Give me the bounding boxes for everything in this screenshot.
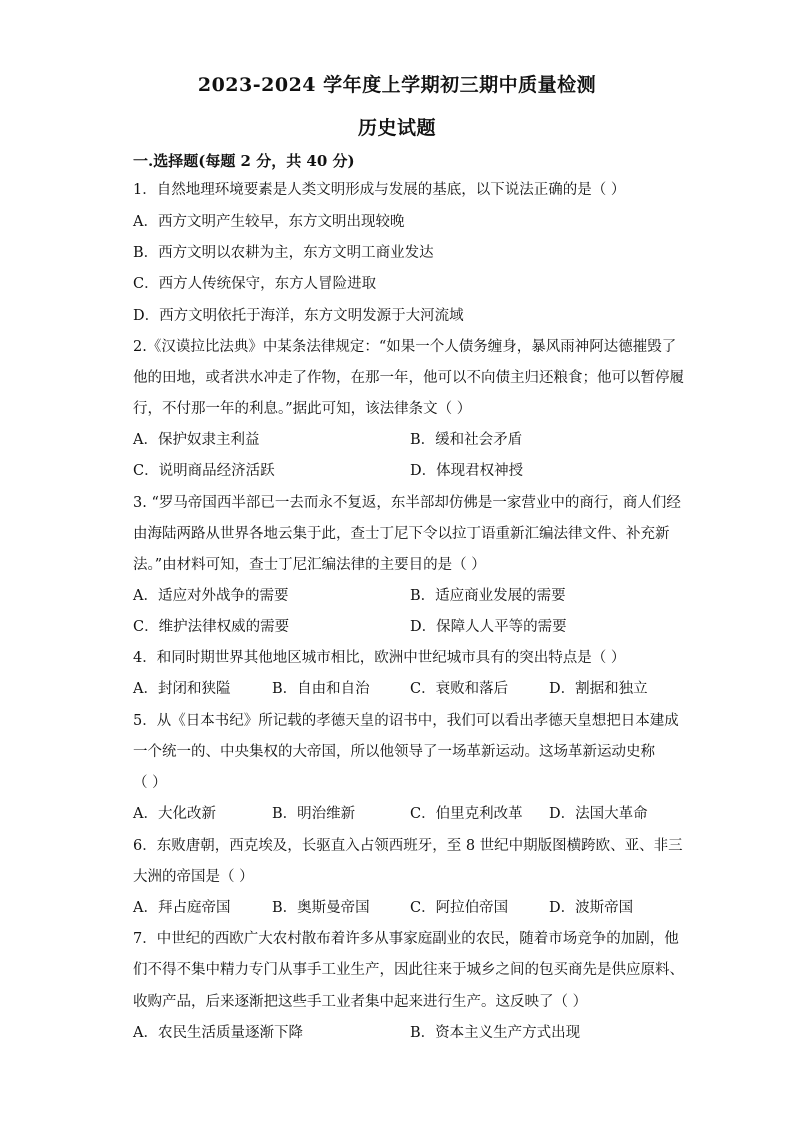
- question-5-option-b: B．明治维新: [272, 806, 356, 822]
- question-6-option-b: B．奥斯曼帝国: [272, 900, 370, 916]
- question-7-stem-line: 们不得不集中精力专门从事手工业生产，因此往来于城乡之间的包买商先是供应原料、: [133, 962, 684, 978]
- question-3-stem-line: 由海陆两路从世界各地云集于此，查士丁尼下令以拉丁语重新汇编法律文件、补充新: [133, 526, 670, 542]
- question-3-stem-line: 法。”由材料可知，查士丁尼汇编法律的主要目的是（ ）: [133, 557, 486, 573]
- question-1-option-c: C．西方人传统保守，东方人冒险进取: [133, 276, 377, 292]
- exam-title: 2023-2024 学年度上学期初三期中质量检测: [197, 74, 597, 96]
- question-2-option-b: B．缓和社会矛盾: [410, 432, 523, 448]
- question-3-stem-line: 3. “罗马帝国西半部已一去而永不复返，东半部却仿佛是一家营业中的商行，商人们经: [133, 495, 681, 511]
- question-7-stem-line: 收购产品，后来逐渐把这些手工业者集中起来进行生产。这反映了（ ）: [133, 994, 588, 1010]
- question-3-option-c: C．维护法律权威的需要: [133, 619, 290, 635]
- question-3-option-a: A．适应对外战争的需要: [133, 588, 289, 604]
- question-4-option-c: C．衰败和落后: [410, 681, 509, 697]
- question-4-stem: 4．和同时期世界其他地区城市相比，欧洲中世纪城市具有的突出特点是（ ）: [133, 650, 626, 666]
- question-2-stem-line: 行，不付那一年的利息。”据此可知，该法律条文（ ）: [133, 401, 472, 417]
- question-1-option-b: B．西方文明以农耕为主，东方文明工商业发达: [133, 245, 434, 261]
- question-5-option-d: D．法国大革命: [549, 806, 648, 822]
- question-2-option-c: C．说明商品经济活跃: [133, 463, 275, 479]
- question-6-stem-line: 6．东败唐朝，西克埃及，长驱直入占领西班牙，至 8 世纪中期版图横跨欧、亚、非三: [133, 838, 683, 854]
- question-3-option-d: D．保障人人平等的需要: [410, 619, 567, 635]
- question-2-stem-line: 他的田地，或者洪水冲走了作物，在那一年，他可以不向债主归还粮食；他可以暂停履: [133, 370, 684, 386]
- question-2-option-a: A．保护奴隶主利益: [133, 432, 260, 448]
- question-5-option-a: A．大化改新: [133, 806, 216, 822]
- question-4-option-a: A．封闭和狭隘: [133, 681, 231, 697]
- question-6-stem-line: 大洲的帝国是（ ）: [133, 869, 254, 885]
- question-1-option-a: A．西方文明产生较早，东方文明出现较晚: [133, 214, 405, 230]
- question-5-stem-line: 一个统一的、中央集权的大帝国，所以他领导了一场革新运动。这场革新运动史称: [133, 744, 655, 760]
- question-4-option-b: B．自由和自治: [272, 681, 370, 697]
- question-1-option-d: D．西方文明依托于海洋，东方文明发源于大河流域: [133, 308, 464, 324]
- question-7-option-a: A．农民生活质量逐渐下降: [133, 1025, 303, 1041]
- question-1-stem: 1．自然地理环境要素是人类文明形成与发展的基底，以下说法正确的是（ ）: [133, 182, 626, 198]
- question-6-option-c: C．阿拉伯帝国: [410, 900, 509, 916]
- question-4-option-d: D．割据和独立: [549, 681, 648, 697]
- question-2-stem-line: 2.《汉谟拉比法典》中某条法律规定：“如果一个人债务缠身，暴风雨神阿达德摧毁了: [133, 339, 677, 355]
- question-2-option-d: D．体现君权神授: [410, 463, 524, 479]
- question-5-stem-line: 5．从《日本书纪》所记载的孝德天皇的诏书中，我们可以看出孝德天皇想把日本建成: [133, 713, 679, 729]
- question-3-option-b: B．适应商业发展的需要: [410, 588, 566, 604]
- section-heading: 一.选择题(每题 2 分，共 40 分): [133, 152, 355, 170]
- question-7-stem-line: 7．中世纪的西欧广大农村散布着许多从事家庭副业的农民，随着市场竞争的加剧，他: [133, 931, 679, 947]
- question-7-option-b: B．资本主义生产方式出现: [410, 1025, 581, 1041]
- question-6-option-a: A．拜占庭帝国: [133, 900, 231, 916]
- question-5-option-c: C．伯里克利改革: [410, 806, 523, 822]
- question-6-option-d: D．波斯帝国: [549, 900, 634, 916]
- exam-subtitle: 历史试题: [357, 117, 436, 139]
- question-5-stem-line: （ ）: [133, 775, 167, 791]
